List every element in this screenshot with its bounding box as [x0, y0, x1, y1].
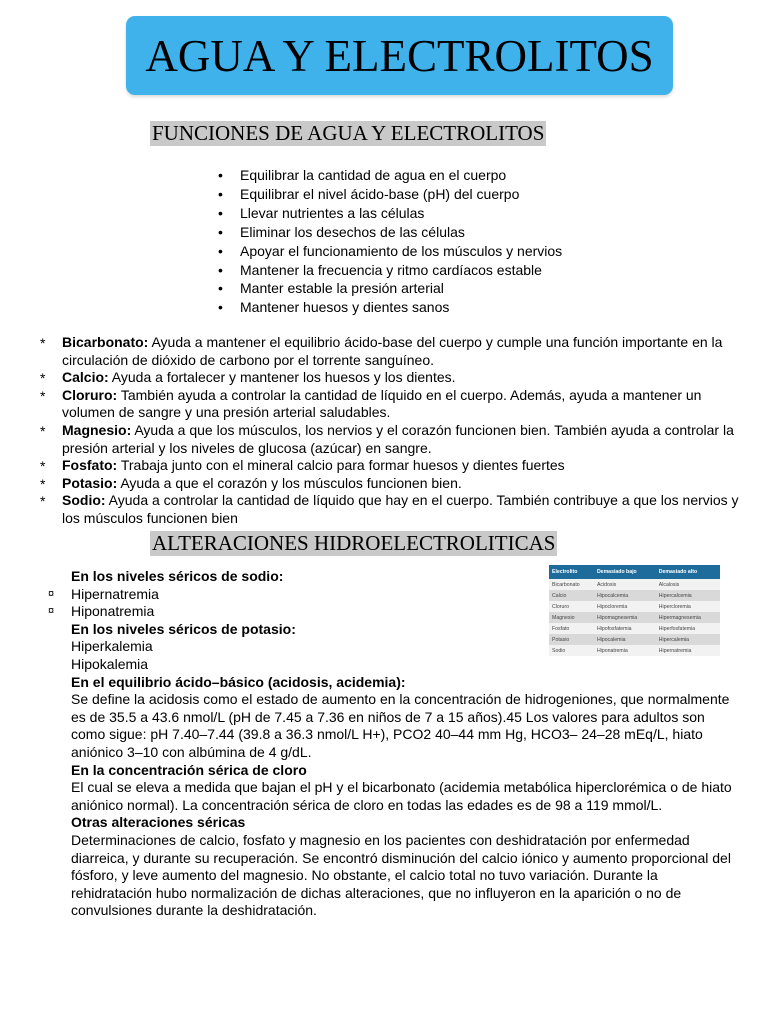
table-cell: Sodio [549, 645, 594, 656]
square-bullet-icon: ¤ [48, 605, 55, 618]
table-cell: Cloruro [549, 601, 594, 612]
list-item: • Equilibrar el nivel ácido-base (pH) del cuerpo [218, 185, 520, 202]
list-item: * Cloruro: También ayuda a controlar la cantidad de líquido en el cuerpo. Además, ayuda a mantener un volumen de sangre y una presión arterial saludables. [40, 386, 702, 421]
paragraph-cloro: El cual se eleva a medida que bajan el pH y el bicarbonato (acidemia metabólica hiperclorémica o de hiato aniónico normal). La concentración sérica de cloro en todas las edades es de 98 a 119 mmol/L. [71, 779, 732, 813]
electrolyte-table [549, 565, 720, 656]
bullet-icon: • [218, 204, 223, 221]
asterisk-icon: * [40, 493, 46, 510]
table-cell: Alcalosis [656, 579, 720, 590]
list-item: * Bicarbonato: Ayuda a mantener el equilibrio ácido-base del cuerpo y cumple una función importante en la circulación de dióxido de carbono por el torrente sanguíneo. [40, 334, 723, 368]
table-cell: Hipocloremia [594, 601, 656, 612]
table-cell: Calcio [549, 590, 594, 601]
list-item: • Mantener huesos y dientes sanos [218, 299, 450, 316]
table-header-row [549, 565, 720, 579]
electrolyte-name: Sodio: [62, 492, 106, 509]
bullet-icon: • [218, 280, 223, 297]
bullet-icon: • [218, 223, 223, 240]
table-header-cell: Electrolito [549, 565, 594, 579]
table-row [549, 612, 720, 623]
electrolitos-list [40, 334, 740, 528]
electrolyte-name: Magnesio: [62, 421, 132, 438]
asterisk-icon: * [40, 422, 46, 439]
table-cell: Acidosis [594, 579, 656, 590]
list-item: Hipokalemia [71, 655, 149, 672]
list-item: * Fosfato: Trabaja junto con el mineral calcio para formar huesos y dientes fuertes [40, 457, 565, 475]
paragraph-acido-base: Se define la acidosis como el estado de aumento en la concentración de hidrogeniones, que normalmente es de 35.5 a 43.6 nmol/L (pH de 7.45 a 7.36 en niños de 7 a 15 años).45 Los valores para adultos son como sigue: pH 7.40–7.44 (39.8 a 36.3 nmol/L H+), PCO2 40–44 mm Hg, HCO3– 24–28 mEq/L, hiato aniónico 3–10 con albúmina de 4 g/dL. [71, 691, 730, 760]
asterisk-icon: * [40, 475, 46, 492]
square-bullet-icon: ¤ [48, 587, 55, 600]
table-cell: Hipomagnesemia [594, 612, 656, 623]
bullet-icon: • [218, 242, 223, 259]
subheading-sodio: En los niveles séricos de sodio: [71, 568, 284, 584]
list-item: * Sodio: Ayuda a controlar la cantidad de líquido que hay en el cuerpo. También contribuye a que los nervios y los músculos funcionen bien [40, 492, 739, 526]
list-item: ¤ Hipernatremia [48, 585, 159, 602]
table-cell: Fosfato [549, 623, 594, 634]
list-item: • Equilibrar la cantidad de agua en el cuerpo [218, 167, 507, 183]
table-row [549, 634, 720, 645]
list-item: Hiperkalemia [71, 638, 153, 655]
list-item: • Eliminar los desechos de las células [218, 223, 465, 240]
asterisk-icon: * [40, 335, 46, 351]
list-item: • Mantener la frecuencia y ritmo cardíacos estable [218, 261, 542, 278]
table-row [549, 590, 720, 601]
table-cell: Hipercloremia [656, 601, 720, 612]
table-cell: Hipermagnesemia [656, 612, 720, 623]
title-banner [126, 16, 673, 95]
list-item: * Calcio: Ayuda a fortalecer y mantener los huesos y los dientes. [40, 369, 456, 387]
table-header-cell: Demasiado alto [656, 565, 720, 579]
table-row [549, 623, 720, 634]
paragraph-otras: Determinaciones de calcio, fosfato y magnesio en los pacientes con deshidratación por enfermedad diarreica, y durante su recuperación. Se encontró disminución del calcio iónico y aumento proporcional del fósforo, y leve aumento del magnesio. No obstante, el calcio total no tuvo variación. Durante la rehidratación hubo normalización de dichas alteraciones, que no influyeron en la aparición o no de convulsiones durante la deshidratación. [71, 831, 731, 919]
list-item: • Apoyar el funcionamiento de los músculos y nervios [218, 242, 563, 259]
electrolyte-name: Fosfato: [62, 457, 118, 474]
table-cell: Hiperfosfatemia [656, 623, 720, 634]
asterisk-icon: * [40, 458, 46, 475]
table-cell: Magnesio [549, 612, 594, 623]
table-row [549, 601, 720, 612]
section-heading-alteraciones: ALTERACIONES HIDROELECTROLITICAS [152, 531, 556, 555]
subheading-acido-base: En el equilibrio ácido–básico (acidosis, acidemia): [71, 673, 406, 690]
bullet-icon: • [218, 185, 223, 202]
section-heading-funciones: FUNCIONES DE AGUA Y ELECTROLITOS [152, 121, 545, 145]
table-cell: Potasio [549, 634, 594, 645]
list-item: • Llevar nutrientes a las células [218, 204, 425, 221]
table-row [549, 645, 720, 656]
table-cell: Hiponatremia [594, 645, 656, 656]
subheading-cloro: En la concentración sérica de cloro [71, 761, 307, 778]
table-cell: Hipernatremia [656, 645, 720, 656]
electrolyte-name: Cloruro: [62, 386, 118, 403]
table-cell: Bicarbonato [549, 579, 594, 590]
table-cell: Hipercalcemia [656, 590, 720, 601]
table-cell: Hipercalemia [656, 634, 720, 645]
asterisk-icon: * [40, 387, 46, 404]
list-item: • Manter estable la presión arterial [218, 280, 444, 297]
table-row [549, 579, 720, 590]
subheading-otras: Otras alteraciones séricas [71, 814, 246, 831]
subheading-potasio: En los niveles séricos de potasio: [71, 620, 296, 637]
electrolyte-name: Bicarbonato: [62, 334, 149, 350]
funciones-list [218, 166, 562, 317]
list-item: ¤ Hiponatremia [48, 603, 155, 620]
electrolyte-name: Calcio: [62, 369, 109, 386]
list-item: * Magnesio: Ayuda a que los músculos, los nervios y el corazón funcionen bien. También ayuda a controlar la presión arterial y los niveles de glucosa (azúcar) en sangre. [40, 421, 734, 456]
table-cell: Hipocalcemia [594, 590, 656, 601]
page-title: AGUA Y ELECTROLITOS [145, 31, 654, 81]
asterisk-icon: * [40, 370, 46, 387]
bullet-icon: • [218, 299, 223, 316]
bullet-icon: • [218, 261, 223, 278]
table-cell: Hipofosfatemia [594, 623, 656, 634]
table-header-cell: Demasiado bajo [594, 565, 656, 579]
electrolyte-name: Potasio: [62, 474, 118, 491]
list-item: * Potasio: Ayuda a que el corazón y los músculos funcionen bien. [40, 474, 462, 492]
table-cell: Hipocalemia [594, 634, 656, 645]
bullet-icon: • [218, 167, 223, 183]
